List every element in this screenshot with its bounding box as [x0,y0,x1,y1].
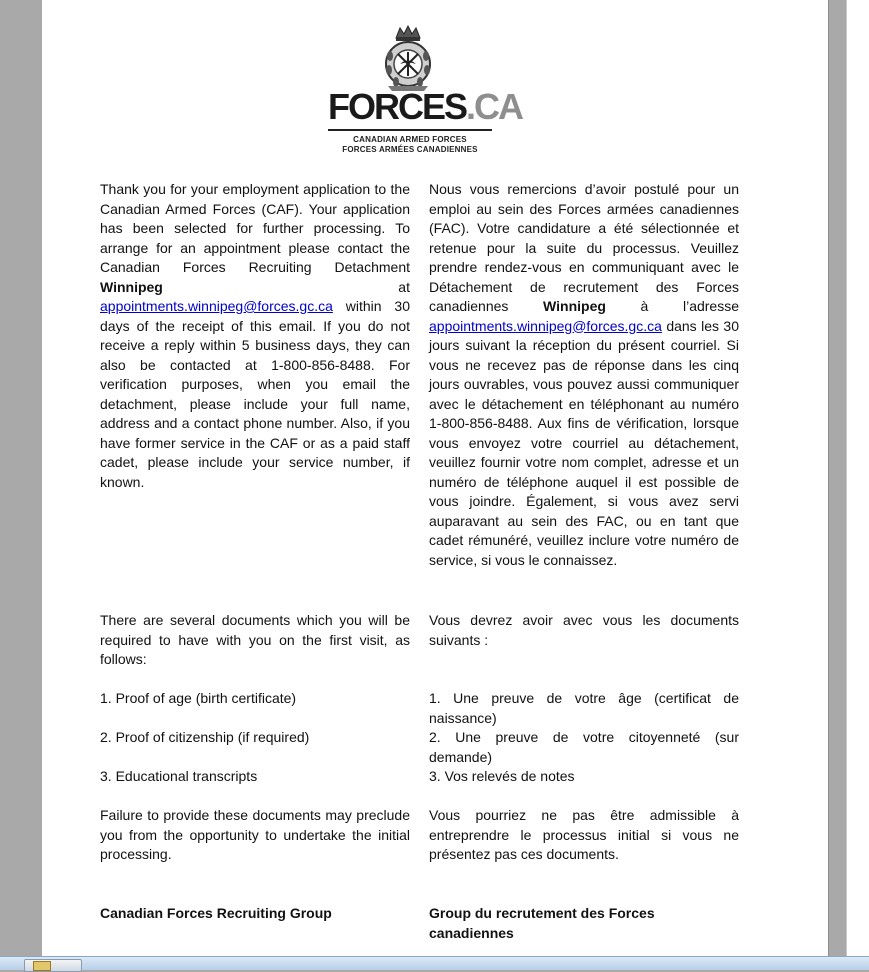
english-failure-notice: Failure to provide these documents may preclude you from the opportunity to undertake the initial processing. [100,807,410,862]
french-signature: Group du recrutement des Forces canadiennes [429,905,655,941]
wordmark-main: FORCES [328,86,467,127]
french-doc-3: 3. Vos relevés de notes [429,768,575,784]
logo-rule [328,129,492,131]
french-email-link[interactable]: appointments.winnipeg@forces.gc.ca [429,317,662,334]
english-doc-1: 1. Proof of age (birth certificate) [100,690,297,706]
english-doc-2: 2. Proof of citizenship (if required) [100,729,310,745]
english-at: at [162,278,410,295]
english-docs-intro: There are several documents which you will be required to have with you on the first visit, as follows: [100,612,410,667]
french-doc-2: 2. Une preuve de votre citoyenneté (sur demande) [429,729,739,765]
folder-icon [33,961,51,971]
french-intro-text: Nous vous remercions d’avoir postulé pour un emploi au sein des Forces armées canadiennes (FAC). Votre candidature a été sélectionnée et retenue pour la suite du processus. Veuillez prendre rendez-vous en communiquant avec le Détachement de recrutement des Forces canadiennes [429,181,739,314]
french-failure-notice: Vous pourriez ne pas être admissible à entreprendre le processus initial si vous ne présentez pas ces documents. [429,807,739,862]
french-intro-rest: dans les 30 jours suivant la réception du présent courriel. Si vous ne recevez pas de réponse dans les cinq jours ouvrables, vous pouvez aussi communiquer avec le détachement en téléphonant au numéro 1-800-856-8488. Aux fins de vérification, lorsque vous envoyez votre courriel au détachement, veuillez fournir votre nom complet, adresse et un numéro de téléphone auquel il est possible de vous joindre. Également, si vous avez servi auparavant au sein des FAC, ou en tant que cadet rémunéré, veuillez inclure votre numéro de service, si vous le connaissez. [429,317,739,568]
document-scroll-gutter[interactable] [846,0,869,956]
english-email-link[interactable]: appointments.winnipeg@forces.gc.ca [100,298,333,314]
french-docs-intro: Vous devrez avoir avec vous les documents suivants : [429,612,739,648]
french-city: Winnipeg [543,298,606,314]
wordmark-suffix: .CA [466,86,523,127]
taskbar [0,956,869,970]
french-doc-1: 1. Une preuve de votre âge (certificat de naissance) [429,690,739,726]
logo-subtitle-en: CANADIAN ARMED FORCES [353,135,467,144]
english-intro-text: Thank you for your employment application to the Canadian Armed Forces (CAF). Your application has been selected for further processing. To arrange for an appointment please contact the Canadian Forces Recruiting Detachment [100,181,410,275]
english-intro-rest: within 30 days of the receipt of this email. If you do not receive a reply within 5 business days, they can also be contacted at 1-800-856-8488. For verification purposes, when you email the detachment, please include your full name, address and a contact phone number. Also, if you have former service in the CAF or as a paid staff cadet, please include your service number, if known. [100,298,410,490]
logo-subtitle-fr: FORCES ARMÉES CANADIENNES [342,145,478,154]
document-page [42,0,829,956]
english-doc-3: 3. Educational transcripts [100,768,258,784]
english-signature: Canadian Forces Recruiting Group [100,905,332,921]
french-at: à l’adresse [605,298,740,314]
forces-ca-wordmark [328,86,523,127]
french-intro-paragraph [429,180,739,570]
canadian-armed-forces-crest-icon [380,24,436,92]
english-city: Winnipeg [100,278,163,295]
english-intro-paragraph [100,180,410,492]
